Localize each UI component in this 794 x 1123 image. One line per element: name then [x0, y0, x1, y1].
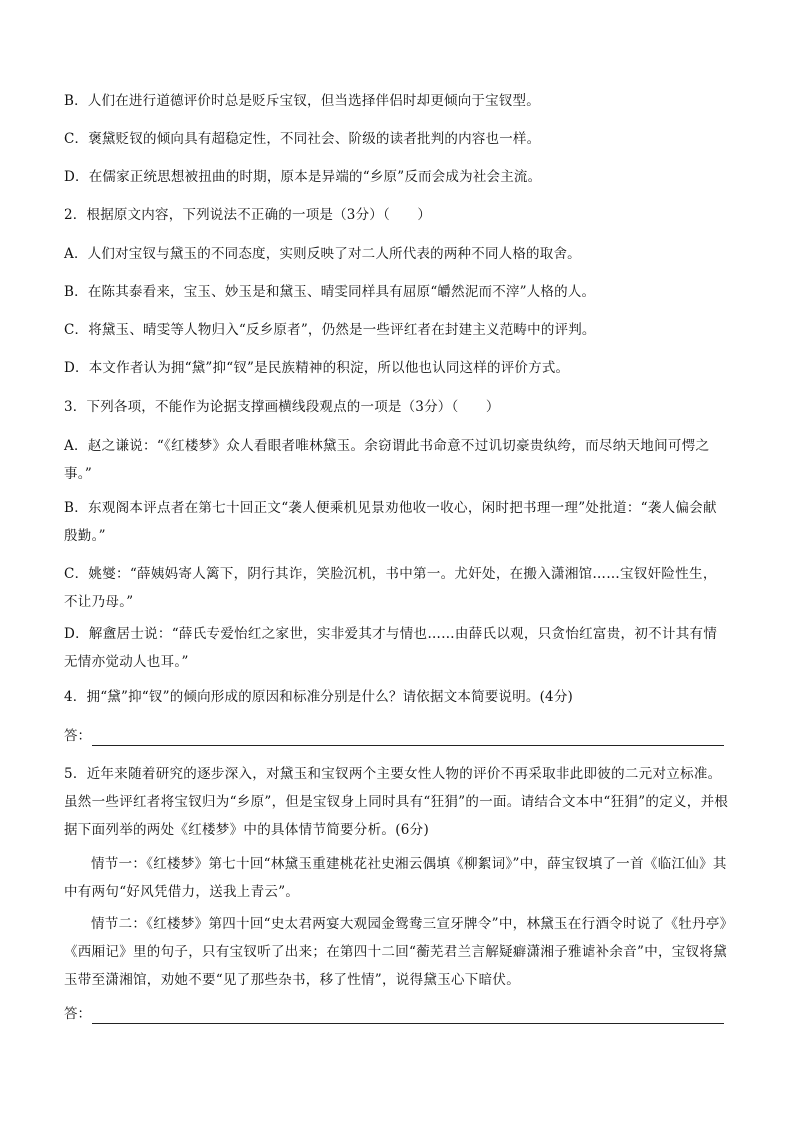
q1-option-c: C．褒黛贬钗的倾向具有超稳定性，不同社会、阶级的读者批判的内容也一样。 — [64, 131, 541, 147]
q5-answer-line[interactable] — [92, 1023, 724, 1024]
q1-option-d: D．在儒家正统思想被扭曲的时期，原本是异端的“乡原”反而会成为社会主流。 — [64, 169, 542, 185]
q1-option-b: B．人们在进行道德评价时总是贬斥宝钗，但当选择伴侣时却更倾向于宝钗型。 — [64, 93, 540, 109]
q4-answer[interactable] — [64, 724, 724, 748]
q5-stem: 5．近年来随着研究的逐步深入，对黛玉和宝钗两个主要女性人物的评价不再采取非此即彼的二元对立标准。虽然一些评红者将宝钗归为“乡原”，但是宝钗身上同时具有“狂狷”的一面。请结合文本中“狂狷”的定义，并根据下面列举的两处《红楼梦》中的具体情节简要分析。(6分) — [64, 766, 729, 838]
q3-option-d: D．解盦居士说：“薛氏专爱怡红之家世，实非爱其才与情也……由薛氏以观，只贪怡红富贵，初不计其有情无情亦觉动人也耳。” — [64, 626, 718, 670]
q2-stem: 2．根据原文内容，下列说法不正确的一项是（3分）（ ） — [64, 207, 432, 223]
q5-answer-label: 答： — [64, 1006, 91, 1022]
q3-option-b: B．东观阁本评点者在第七十回正文“袭人便乘机见景劝他收一收心，闲时把书理一理”处批道：“袭人偏会献殷勤。” — [64, 500, 717, 544]
q5-answer[interactable] — [64, 1002, 724, 1026]
q2-option-b: B．在陈其泰看来，宝玉、妙玉是和黛玉、晴雯同样具有屈原“皭然泥而不滓”人格的人。 — [64, 284, 596, 300]
q2-option-c: C．将黛玉、晴雯等人物归入“反乡原者”，仍然是一些评红者在封建主义范畴中的评判。 — [64, 322, 596, 338]
q5-plot1: 情节一：《红楼梦》第七十回“林黛玉重建桃花社史湘云偶填《柳絮词》”中，薛宝钗填了一首《临江仙》其中有两句“好风凭借力，送我上青云”。 — [64, 856, 727, 900]
q4-answer-line[interactable] — [92, 745, 724, 746]
q3-stem: 3．下列各项，不能作为论据支撑画横线段观点的一项是（3分）（ ） — [64, 399, 500, 415]
q2-option-a: A．人们对宝钗与黛玉的不同态度，实则反映了对二人所代表的两种不同人格的取舍。 — [64, 246, 581, 262]
q4-stem: 4．拥“黛”抑“钗”的倾向形成的原因和标准分别是什么？请依据文本简要说明。(4分) — [64, 689, 574, 705]
q3-option-c: C．姚燮：“薛姨妈寄人篱下，阴行其诈，笑脸沉机，书中第一。尤奸处，在搬入潇湘馆……宝钗奸险性生，不让乃母。” — [64, 566, 717, 610]
q2-option-d: D．本文作者认为拥“黛”抑“钗”是民族精神的积淀，所以他也认同这样的评价方式。 — [64, 360, 570, 376]
q3-option-a: A．赵之谦说：“《红楼梦》众人看眼者唯林黛玉。余窃谓此书命意不过讥切豪贵纨绔，而尽纳天地间可愕之事。” — [64, 438, 710, 482]
q5-plot2: 情节二：《红楼梦》第四十回“史太君两宴大观园金鸳鸯三宣牙牌令”中，林黛玉在行酒令时说了《牡丹亭》《西厢记》里的句子，只有宝钗听了出来；在第四十二回“蘅芜君兰言解疑癖潇湘子雅谑补余音”中，宝钗将黛玉带至潇湘馆，劝她不要“见了那些杂书，移了性情”，说得黛玉心下暗伏。 — [64, 916, 728, 988]
q4-answer-label: 答： — [64, 728, 91, 744]
